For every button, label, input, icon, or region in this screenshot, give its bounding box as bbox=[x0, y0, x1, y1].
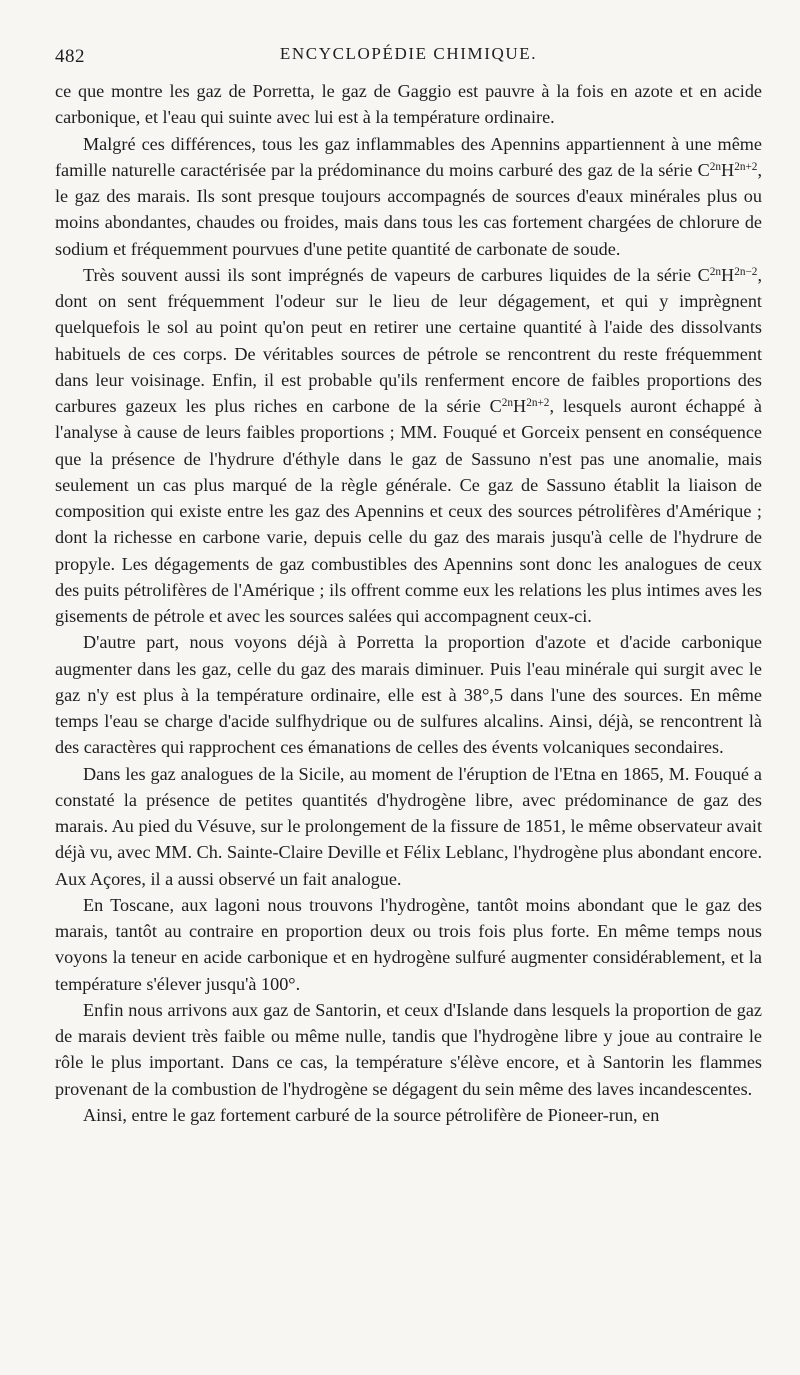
text-run: Enfin nous arrivons aux gaz de Santorin, et ceux d'Islande dans lesquels la proportion de gaz de marais devient très faible ou même nulle, tandis que l'hydrogène libre y joue au contraire le rôle le plus important. Dans ce cas, la température s'élève encore, et à Santorin les flammes provenant de la combustion de l'hydrogène se dégagent du sein même des laves incandescentes. bbox=[55, 999, 762, 1099]
text-run: H bbox=[513, 396, 527, 416]
formula-superscript: 2n bbox=[709, 160, 722, 173]
page-number: 482 bbox=[55, 46, 85, 67]
text-run: Malgré ces différences, tous les gaz inflammables des Apennins appartiennent à une même famille naturelle caractérisée par la prédominance du moins carburé des gaz de la série C bbox=[55, 133, 762, 180]
paragraph bbox=[55, 997, 762, 1102]
text-run: H bbox=[721, 264, 735, 285]
paragraph bbox=[55, 262, 762, 630]
paragraph bbox=[55, 761, 762, 892]
page-header bbox=[55, 40, 762, 74]
body-text bbox=[55, 78, 762, 1128]
formula-superscript: 2n+2 bbox=[526, 396, 550, 409]
text-run: , le gaz des marais. Ils sont presque toujours accompagnés de sources d'eaux minérales plus ou moins abondantes, chaudes ou froides, mais dans tous les cas fortement chargées de chlorure de sodium et fréquemment pourvues d'une petite quantité de carbonate de soude. bbox=[55, 159, 762, 259]
paragraph bbox=[55, 78, 762, 131]
text-run: En Toscane, aux lagoni nous trouvons l'hydrogène, tantôt moins abondant que le gaz des marais, tantôt au contraire en proportion deux ou trois fois plus forte. En même temps nous voyons la teneur en acide carbonique et en hydrogène sulfuré augmenter considérablement, et la température s'élever jusqu'à 100°. bbox=[55, 894, 762, 994]
text-run: Dans les gaz analogues de la Sicile, au moment de l'éruption de l'Etna en 1865, M. Fouqué a constaté la présence de petites quantités d'hydrogène libre, avec prédominance de gaz des marais. Au pied du Vésuve, sur le prolongement de la fissure de 1851, le même observateur avait déjà vu, avec MM. Ch. Sainte-Claire Deville et Félix Leblanc, l'hydrogène plus abondant encore. Aux Açores, il a aussi observé un fait analogue. bbox=[55, 763, 762, 889]
running-head: ENCYCLOPÉDIE CHIMIQUE. bbox=[279, 44, 538, 63]
text-run: H bbox=[721, 159, 735, 180]
formula-superscript: 2n bbox=[709, 265, 722, 278]
text-run: Ainsi, entre le gaz fortement carburé de la source pétrolifère de Pioneer-run, en bbox=[83, 1104, 660, 1125]
paragraph bbox=[55, 892, 762, 997]
text-run: Très souvent aussi ils sont imprégnés de vapeurs de carbures liquides de la série C bbox=[83, 264, 710, 285]
paragraph bbox=[55, 131, 762, 262]
formula-superscript: 2n+2 bbox=[734, 160, 758, 173]
text-run: D'autre part, nous voyons déjà à Porretta la proportion d'azote et d'acide carbonique augmenter dans les gaz, celle du gaz des marais diminuer. Puis l'eau minérale qui surgit avec le gaz n'y est plus à la température ordinaire, elle est à 38°,5 dans l'une des sources. En même temps l'eau se charge d'acide sulfhydrique ou de sulfures alcalins. Ainsi, déjà, se rencontrent là des caractères qui rapprochent ces émanations de celles des évents volcaniques secondaires. bbox=[55, 632, 762, 758]
paragraph bbox=[55, 1102, 762, 1128]
text-run: , lesquels auront échappé à l'analyse à cause de leurs faibles proportions ; MM. Fouqué et Gorceix pensent en conséquence que la présence de l'hydrure d'éthyle dans le gaz de Sassuno n'est pas une anomalie, mais seulement un cas plus marqué de la règle générale. Ce gaz de Sassuno établit la liaison de composition qui existe entre les gaz des Apennins et ceux des sources pétrolifères d'Amérique ; dont la richesse en carbone varie, depuis celle du gaz des marais jusqu'à celle de l'hydrure de propyle. Les dégagements de gaz combustibles des Apennins sont donc les analogues de ceux des puits pétrolifères de l'Amérique ; ils offrent comme eux les relations les plus intimes aves les gisements de pétrole et avec les sources salées qui accompagnent ceux-ci. bbox=[55, 396, 763, 626]
formula-superscript: 2n bbox=[501, 396, 514, 409]
text-run: ce que montre les gaz de Porretta, le gaz de Gaggio est pauvre à la fois en azote et en acide carbonique, et l'eau qui suinte avec lui est à la température ordinaire. bbox=[55, 81, 762, 128]
text-run: , dont on sent fréquemment l'odeur sur le lieu de leur dégagement, et qui y imprègnent quelquefois le sol au point qu'on peut en retirer une certaine quantité à l'aide des dissolvants habituels de ces corps. De véritables sources de pétrole se rencontrent du reste fréquemment dans leur voisinage. Enfin, il est probable qu'ils renferment encore de faibles proportions des carbures gazeux les plus riches en carbone de la série C bbox=[55, 264, 762, 416]
paragraph bbox=[55, 629, 762, 760]
formula-superscript: 2n−2 bbox=[734, 265, 758, 278]
